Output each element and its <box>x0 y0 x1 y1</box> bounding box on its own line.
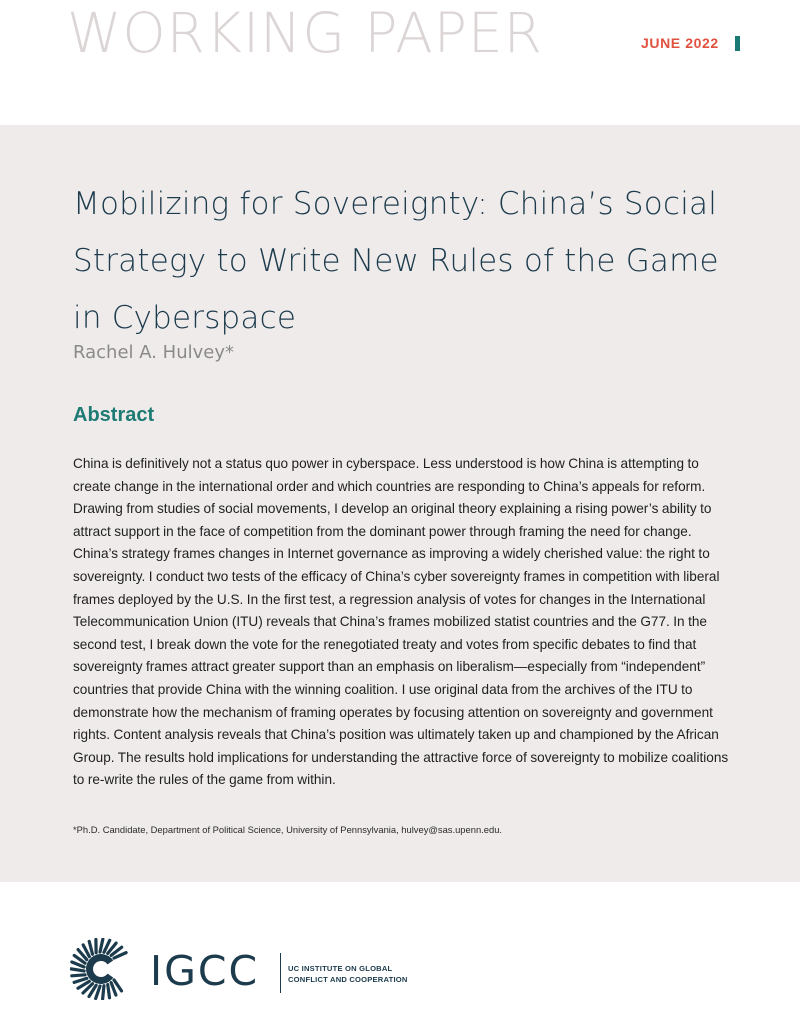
tagline-line-1: UC INSTITUTE ON GLOBAL <box>288 964 393 973</box>
logo-blade <box>74 978 87 982</box>
logo-blade <box>89 941 92 954</box>
logo-blade <box>103 986 104 999</box>
paper-title: Mobilizing for Sovereignty: China’s Social Strategy to Write New Rules of the Game in Cyberspace <box>73 186 719 336</box>
working-paper-label: WORKING PAPER <box>67 1 543 65</box>
logo-blade <box>100 939 103 952</box>
logo-blade <box>108 985 110 998</box>
abstract-text: China is definitively not a status quo power in cyberspace. Less understood is how China is attempting to create change in the international order and which countries are responding to China’s appeals for reform. Drawing from studies of social movements, I develop an original theory explaining a rising power’s ability to attract support in the face of competition from the dominant power through framing the need for change. China’s strategy frames changes in Internet governance as improving a widely cherished value: the right to sovereignty. I conduct two tests of the efficacy of China’s cyber sovereignty frames in competition with liberal frames deployed by the U.S. In the first test, a regression analysis of votes for changes in the International Telecommunication Union (ITU) reveals that China’s frames mobilized statist countries and the G77. In the second test, I break down the vote for the renegotiated treaty and votes from specific debates to find that sovereignty frames attract greater support than an emphasis on liberalism—especially from “independent” countries that provide China with the winning coalition. I use original data from the archives of the ITU to demonstrate how the mechanism of framing operates by focusing attention on sovereignty and government rights. Content analysis reveals that China’s position was ultimately taken up and championed by the African Group. The results hold implications for understanding the attractive force of sovereignty to mobilize coalitions to re-write the rules of the game from within. <box>73 456 729 788</box>
author: Rachel A. Hulvey* <box>73 342 235 363</box>
igcc-logo-icon <box>70 938 132 1000</box>
abstract-heading: Abstract <box>73 404 155 426</box>
logo-blade <box>72 975 85 976</box>
igcc-tagline <box>288 964 408 985</box>
header <box>0 0 800 125</box>
publication-date: JUNE 2022 <box>641 35 719 51</box>
logo-inner-ring <box>86 954 113 984</box>
logo-blade <box>71 969 84 971</box>
author-footnote: *Ph.D. Candidate, Department of Political Science, University of Pennsylvania, hulvey@sas.upenn.edu. <box>73 824 503 835</box>
igcc-logo-icon-graphic <box>70 938 132 1000</box>
logo-blade <box>111 983 116 995</box>
tagline-line-2: CONFLICT AND COOPERATION <box>288 974 408 984</box>
date-accent-bar <box>735 36 740 51</box>
igcc-logo-text: IGCC <box>150 947 260 995</box>
logo-divider <box>280 953 281 993</box>
